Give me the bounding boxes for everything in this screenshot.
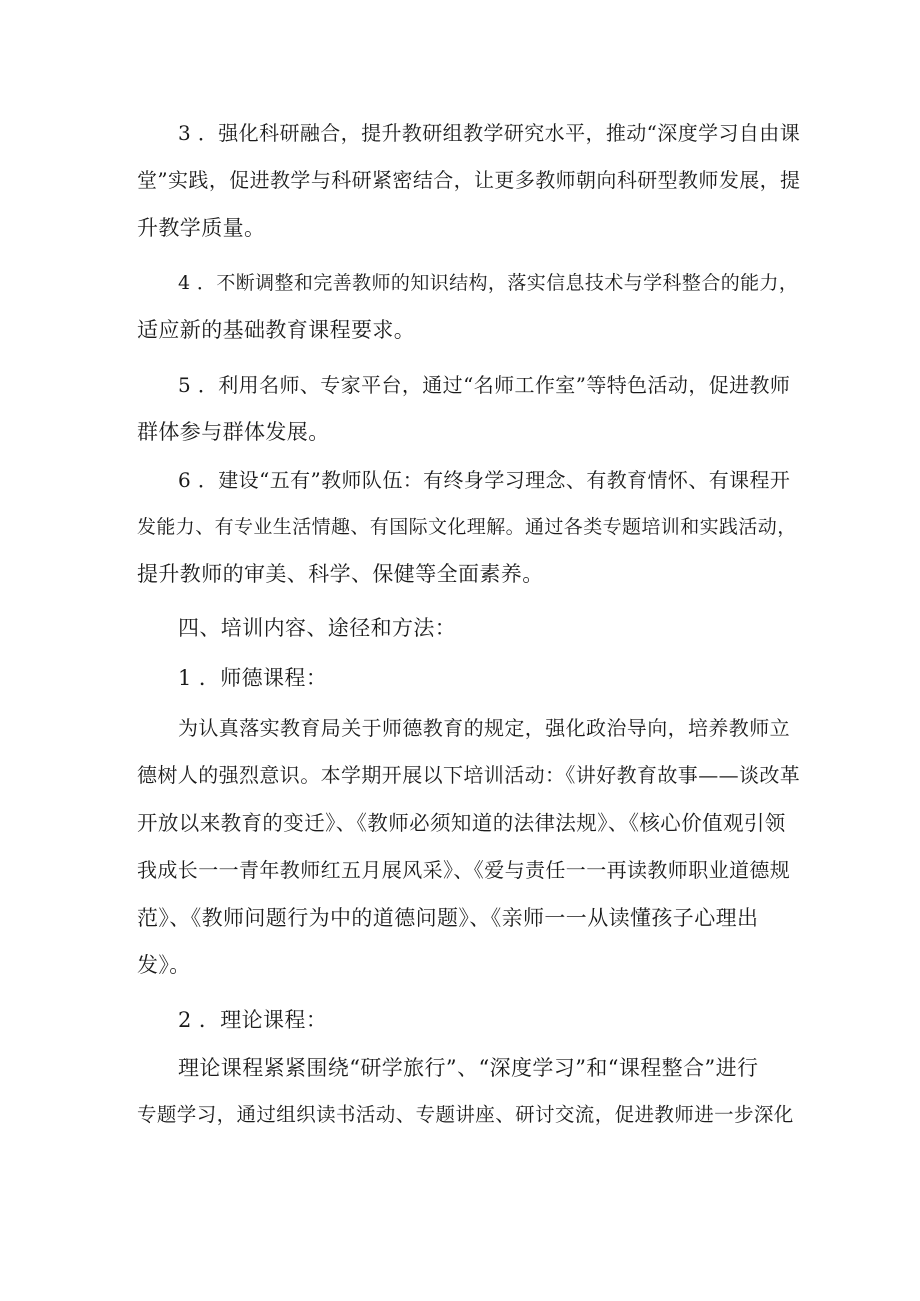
subsection-heading: 1 ．师德课程：	[178, 666, 328, 690]
section-heading: 四、培训内容、途径和方法：	[178, 616, 457, 640]
text-line: 理论课程紧紧围绕“研学旅行”、“深度学习”和“课程整合”进行	[178, 1056, 759, 1080]
text-line: 提升教师的审美、科学、保健等全面素养。	[137, 562, 544, 586]
text-line: 5 ．利用名师、专家平台，通过“名师工作室”等特色活动，促进教师	[178, 373, 791, 397]
text-line: 6 ．建设“五有”教师队伍：有终身学习理念、有教育情怀、有课程开	[178, 468, 791, 492]
subsection-heading: 2 ．理论课程：	[178, 1008, 328, 1032]
text-line: 德树人的强烈意识。本学期开展以下培训活动：《讲好教育故事——谈改革	[137, 763, 801, 787]
text-line: 适应新的基础教育课程要求。	[137, 318, 416, 342]
text-line: 堂”实践，促进教学与科研紧密结合，让更多教师朝向科研型教师发展，提	[137, 168, 801, 192]
text-line: 4 ．不断调整和完善教师的知识结构，落实信息技术与学科整合的能力，	[178, 272, 799, 294]
text-line: 开放以来教育的变迁》、《教师必须知道的法律法规》、《核心价值观引领	[137, 811, 786, 835]
text-line: 升教学质量。	[137, 216, 266, 240]
text-line: 发》。	[137, 953, 191, 977]
text-line: 我成长一一青年教师红五月展风采》、《爱与责任一一再读教师职业道德规	[137, 858, 791, 882]
text-line: 专题学习，通过组织读书活动、专题讲座、研讨交流，促进教师进一步深化	[137, 1103, 794, 1126]
text-line: 3 ．强化科研融合，提升教研组教学研究水平，推动“深度学习自由课	[178, 121, 801, 145]
text-line: 范》、《教师问题行为中的道德问题》、《亲师一一从读懂孩子心理出	[137, 906, 759, 930]
text-line: 发能力、有专业生活情趣、有国际文化理解。通过各类专题培训和实践活动，	[137, 516, 797, 538]
text-line: 为认真落实教育局关于师德教育的规定，强化政治导向，培养教师立	[178, 716, 790, 740]
text-line: 群体参与群体发展。	[137, 420, 330, 444]
